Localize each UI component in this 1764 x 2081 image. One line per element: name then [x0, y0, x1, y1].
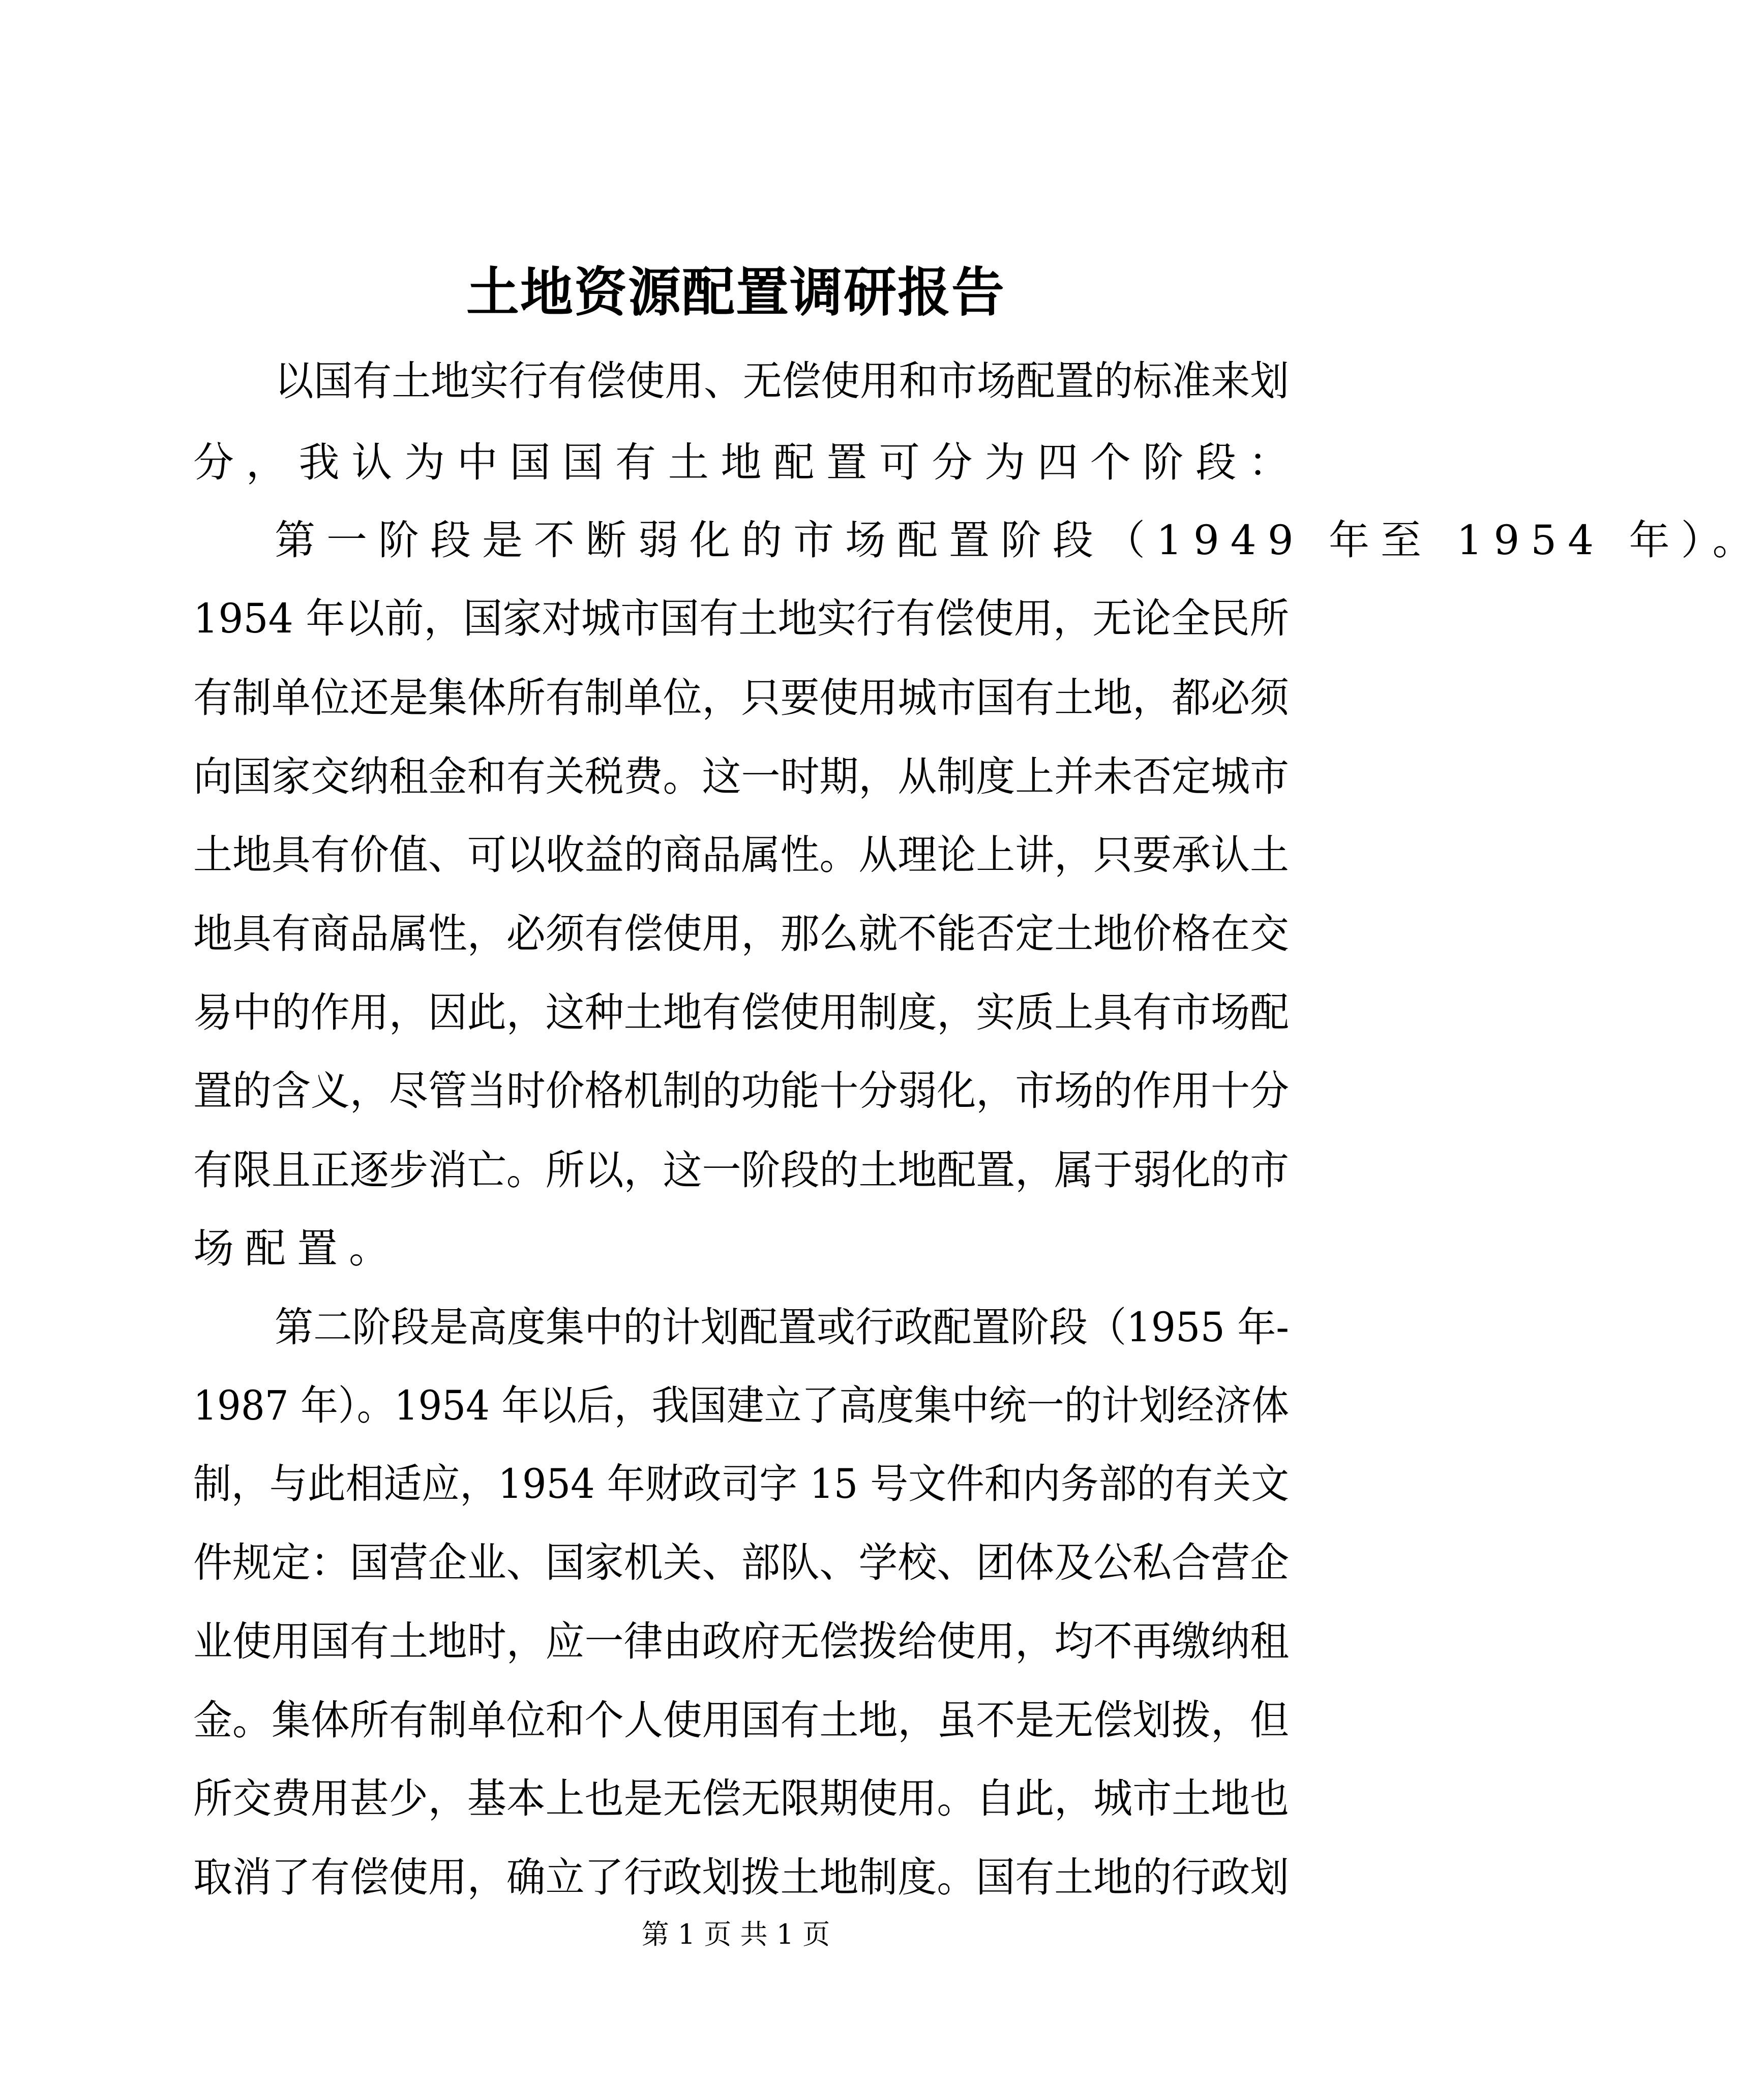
text-line: 地具有商品属性，必须有偿使用，那么就不能否定土地价格在交	[193, 910, 1289, 957]
text-line: 1954 年以前，国家对城市国有土地实行有偿使用，无论全民所	[193, 595, 1289, 642]
text-line: 土地具有价值、可以收益的商品属性。从理论上讲，只要承认土	[193, 831, 1289, 879]
text-line: 第二阶段是高度集中的计划配置或行政配置阶段（1955 年-	[275, 1304, 1289, 1351]
text-line: 场配置。	[193, 1225, 401, 1272]
document-title: 土地资源配置调研报告	[466, 261, 1005, 323]
text-line: 分，我认为中国国有土地配置可分为四个阶段：	[193, 439, 1289, 486]
text-line: 以国有土地实行有偿使用、无偿使用和市场配置的标准来划	[275, 357, 1289, 405]
text-line: 易中的作用，因此，这种土地有偿使用制度，实质上具有市场配	[193, 989, 1289, 1036]
text-line: 件规定：国营企业、国家机关、部队、学校、团体及公私合营企	[193, 1539, 1289, 1586]
page-number-footer: 第 1 页 共 1 页	[641, 1918, 830, 1950]
text-line: 置的含义，尽管当时价格机制的功能十分弱化，市场的作用十分	[193, 1067, 1289, 1114]
text-line: 取消了有偿使用，确立了行政划拨土地制度。国有土地的行政划	[193, 1854, 1289, 1901]
text-line: 制，与此相适应，1954 年财政司字 15 号文件和内务部的有关文	[193, 1460, 1289, 1507]
text-line: 第一阶段是不断弱化的市场配置阶段（1949 年至 1954 年）。	[275, 517, 1764, 564]
text-line: 1987 年）。1954 年以后，我国建立了高度集中统一的计划经济体	[193, 1382, 1289, 1429]
text-line: 金。集体所有制单位和个人使用国有土地，虽不是无偿划拨，但	[193, 1697, 1289, 1744]
text-line: 所交费用甚少，基本上也是无偿无限期使用。自此，城市土地也	[193, 1775, 1289, 1822]
text-line: 有制单位还是集体所有制单位，只要使用城市国有土地，都必须	[193, 674, 1289, 721]
text-line: 有限且正逐步消亡。所以，这一阶段的土地配置，属于弱化的市	[193, 1147, 1289, 1194]
text-line: 向国家交纳租金和有关税费。这一时期，从制度上并未否定城市	[193, 753, 1289, 800]
text-line: 业使用国有土地时，应一律由政府无偿拨给使用，均不再缴纳租	[193, 1618, 1289, 1665]
